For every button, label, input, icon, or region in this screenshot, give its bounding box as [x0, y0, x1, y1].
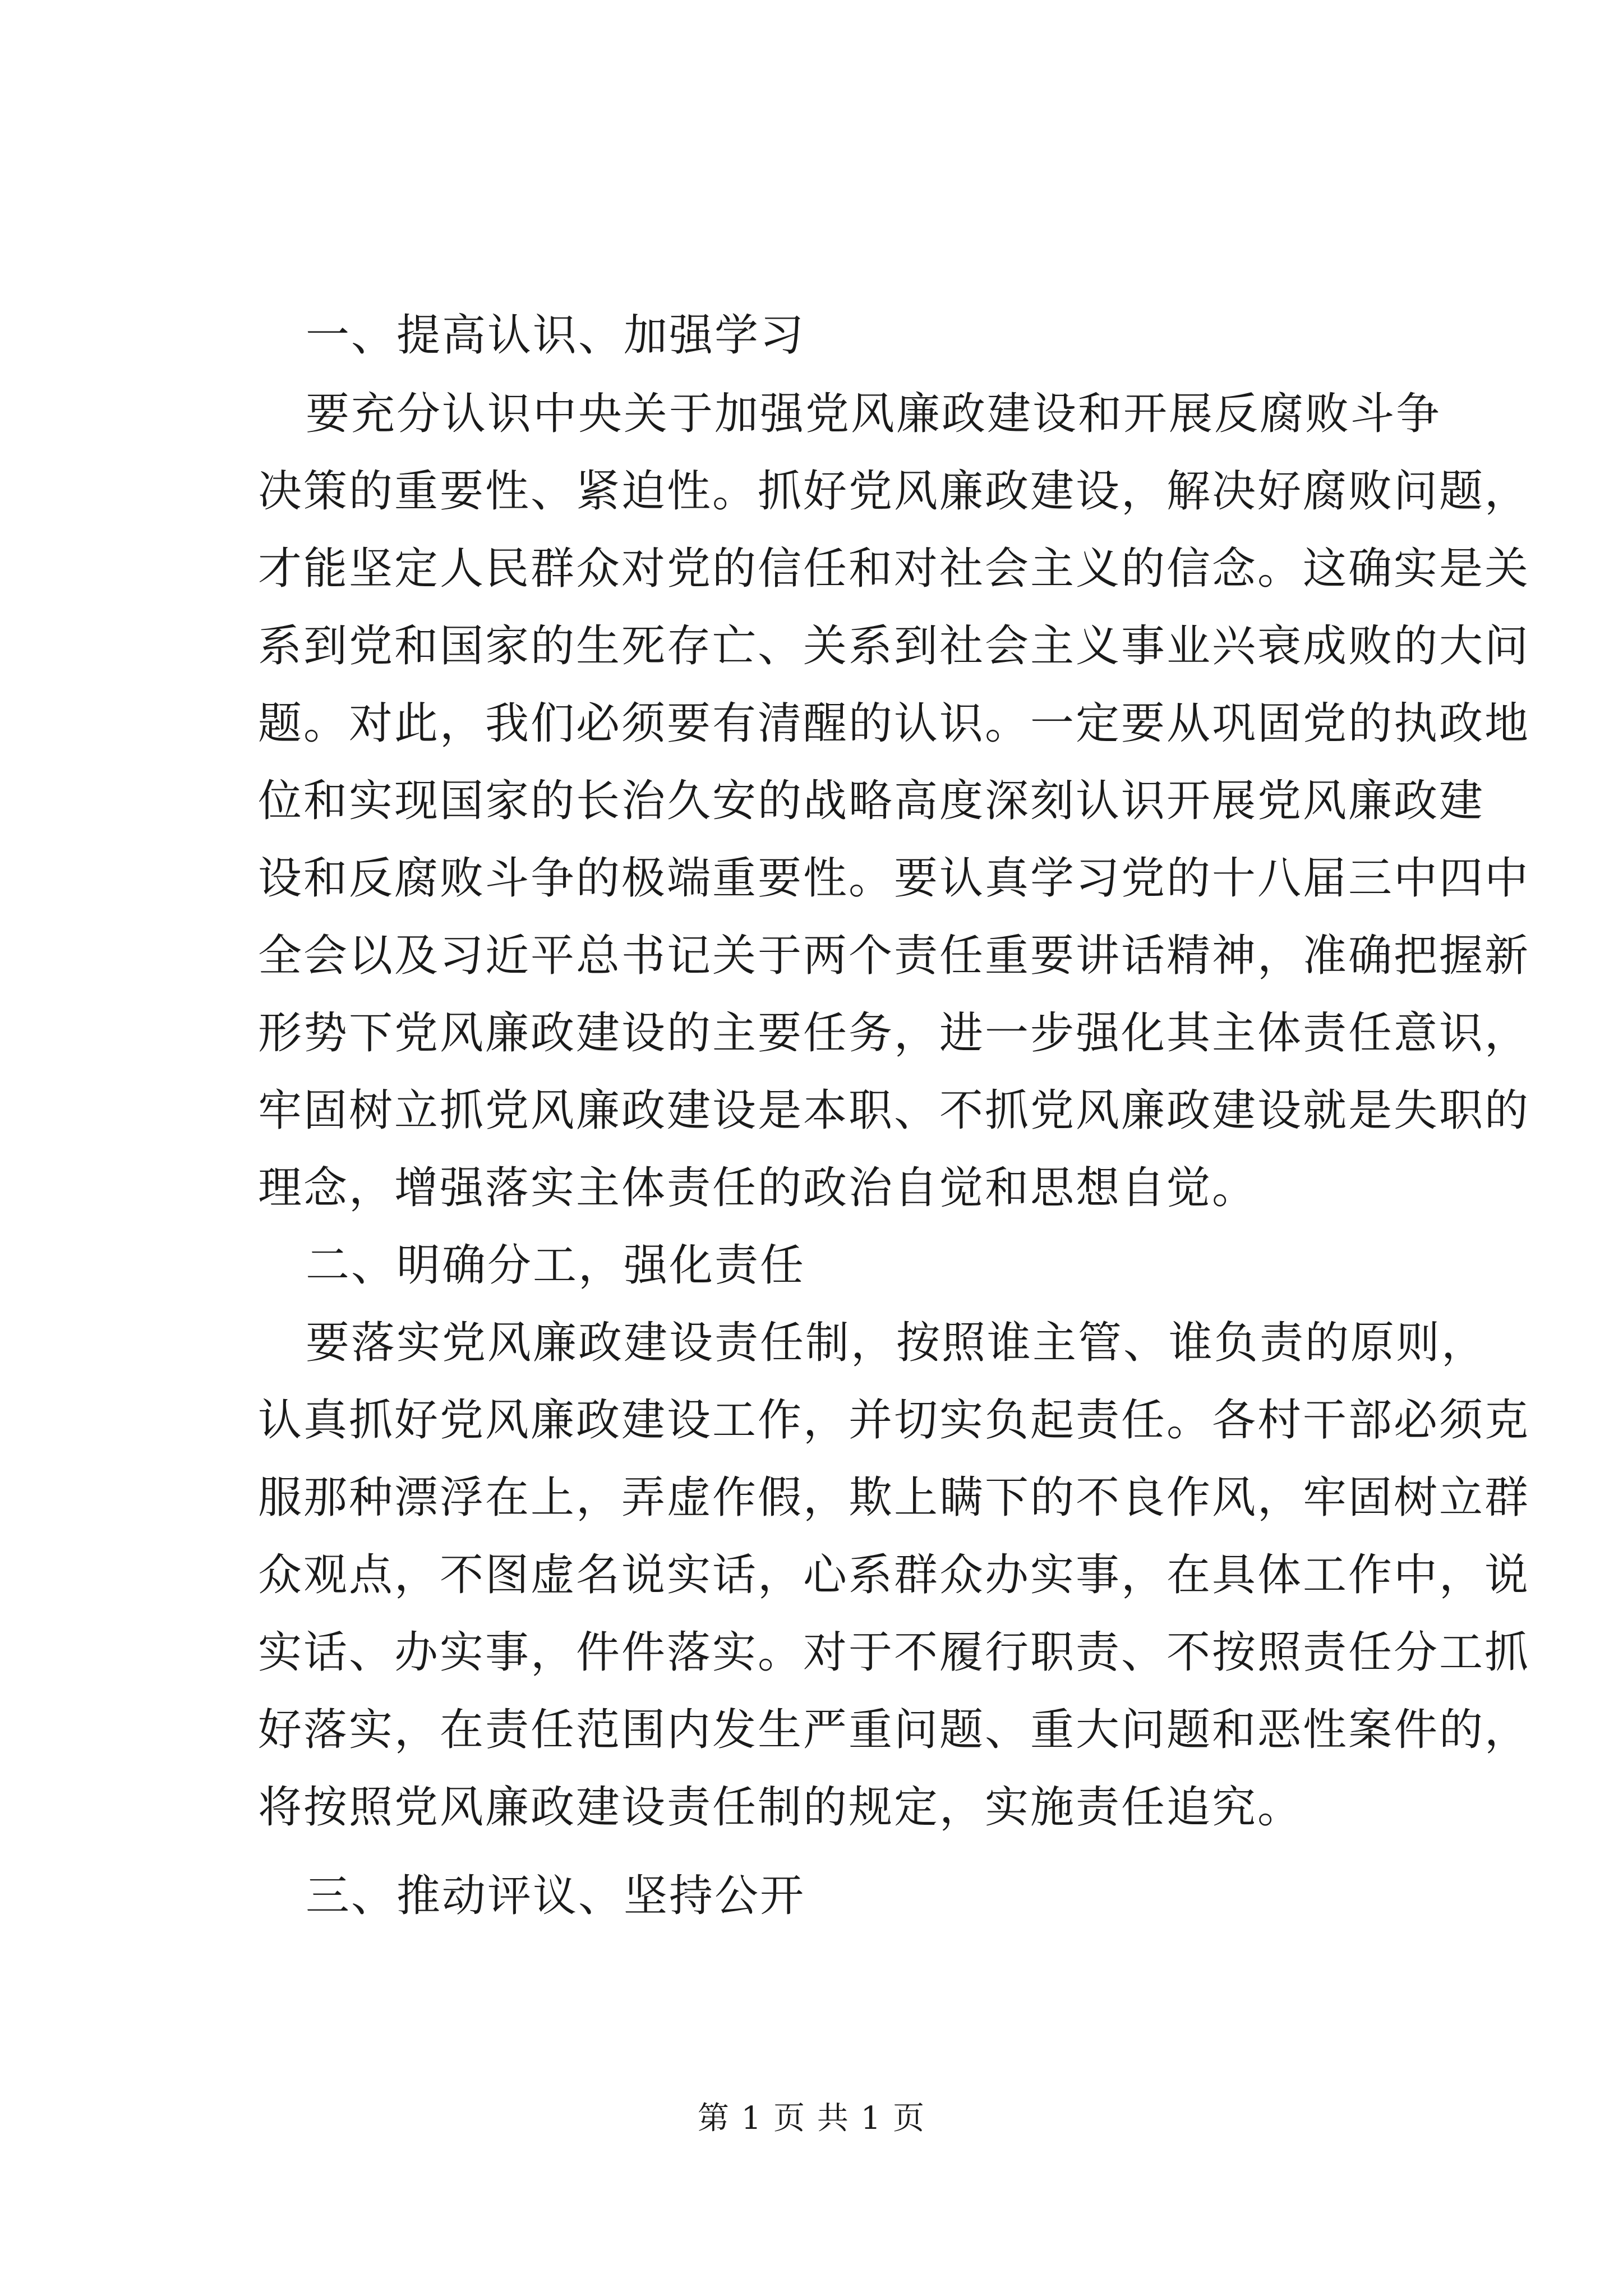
- paragraph-line: 才能坚定人民群众对党的信任和对社会主义的信念。这确实是关: [258, 544, 1530, 594]
- section-heading-3: 三、推动评议、坚持公开: [306, 1871, 806, 1921]
- paragraph-line: 认真抓好党风廉政建设工作，并切实负起责任。各村干部必须克: [258, 1395, 1530, 1446]
- section-heading-1: 一、提高认识、加强学习: [306, 310, 806, 361]
- paragraph-line: 设和反腐败斗争的极端重要性。要认真学习党的十八届三中四中: [258, 853, 1530, 904]
- paragraph-line: 要充分认识中央关于加强党风廉政建设和开展反腐败斗争: [306, 389, 1442, 439]
- page-footer: 第 1 页 共 1 页: [697, 2100, 926, 2137]
- paragraph-line: 系到党和国家的生死存亡、关系到社会主义事业兴衰成败的大问: [258, 621, 1530, 671]
- paragraph-line: 理念，增强落实主体责任的政治自觉和思想自觉。: [258, 1163, 1258, 1213]
- paragraph-line: 题。对此，我们必须要有清醒的认识。一定要从巩固党的执政地: [258, 698, 1530, 749]
- paragraph-line: 好落实，在责任范围内发生严重问题、重大问题和恶性案件的，: [258, 1705, 1530, 1755]
- paragraph-line: 形势下党风廉政建设的主要任务，进一步强化其主体责任意识，: [258, 1008, 1530, 1059]
- paragraph-line: 决策的重要性、紧迫性。抓好党风廉政建设，解决好腐败问题，: [258, 466, 1530, 517]
- paragraph-line: 实话、办实事，件件落实。对于不履行职责、不按照责任分工抓: [258, 1627, 1530, 1678]
- paragraph-line: 众观点，不图虚名说实话，心系群众办实事，在具体工作中，说: [258, 1550, 1530, 1600]
- paragraph-line: 牢固树立抓党风廉政建设是本职、不抓党风廉政建设就是失职的: [258, 1085, 1530, 1136]
- paragraph-line: 位和实现国家的长治久安的战略高度深刻认识开展党风廉政建: [258, 776, 1485, 826]
- section-heading-2: 二、明确分工，强化责任: [306, 1240, 806, 1291]
- paragraph-line: 服那种漂浮在上，弄虚作假，欺上瞒下的不良作风，牢固树立群: [258, 1473, 1530, 1523]
- paragraph-line: 全会以及习近平总书记关于两个责任重要讲话精神，准确把握新: [258, 931, 1530, 981]
- paragraph-line: 要落实党风廉政建设责任制，按照谁主管、谁负责的原则，: [306, 1318, 1487, 1368]
- paragraph-line: 将按照党风廉政建设责任制的规定，实施责任追究。: [258, 1782, 1303, 1833]
